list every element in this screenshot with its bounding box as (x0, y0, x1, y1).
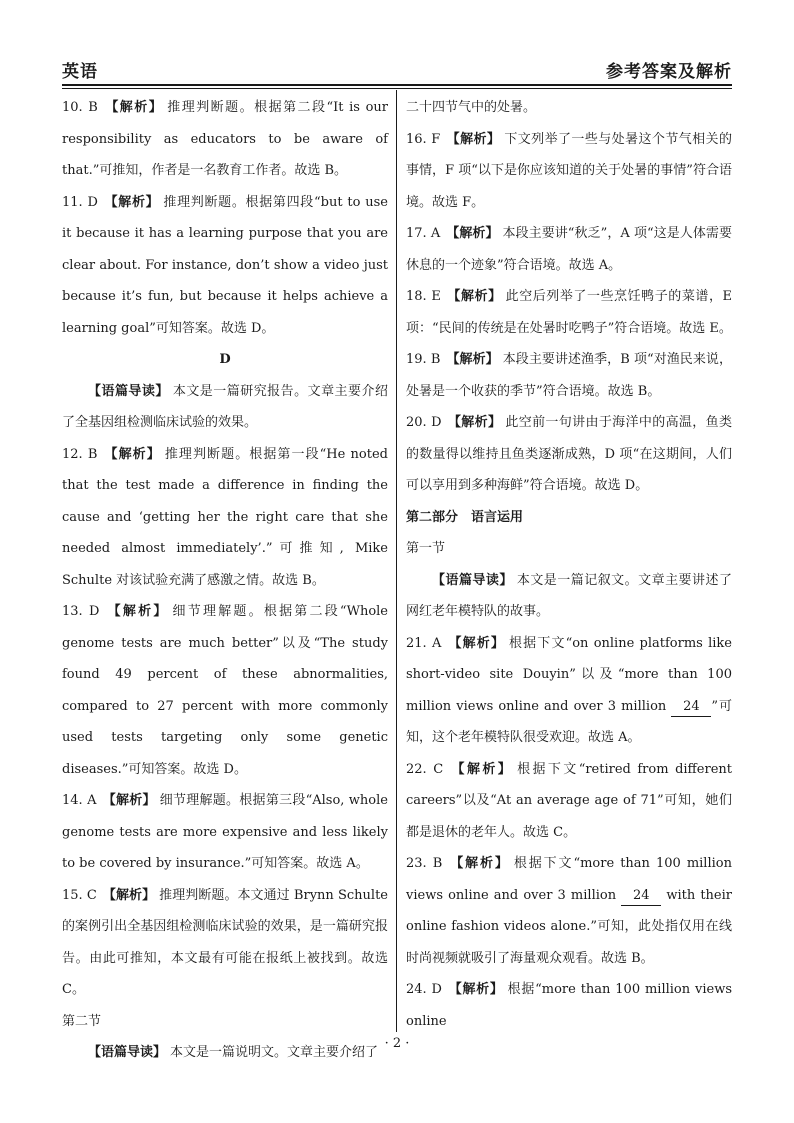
answer-11 (62, 187, 388, 345)
answer-text: 根据“more than 100 million views online (406, 982, 732, 1029)
section-heading-2: 第二节 (62, 1013, 102, 1029)
analysis-tag: 【解析】 (103, 194, 160, 210)
answer-17 (406, 218, 732, 281)
answer-text: 根据下文“on online platforms like short-video site Douyin”以及“more than 100 million views online and over 3 million (406, 635, 732, 714)
answer-text: 推理判断题。本文通过 Brynn Schulte 的案例引出全基因组检测临床试验的效果，是一篇研究报告。由此可推知，本文最有可能在报纸上被找到。故选 C。 (62, 887, 388, 997)
guide-text: 本文是一篇记叙文。文章主要讲述了网红老年模特队的故事。 (406, 572, 732, 619)
analysis-tag: 【解析】 (447, 415, 502, 430)
analysis-tag: 【解析】 (449, 761, 514, 777)
answer-number: 17. A (406, 226, 441, 241)
analysis-tag: 【解析】 (446, 226, 499, 241)
section-heading-1: 第一节 (406, 541, 446, 556)
answer-text: 下文列举了一些与处暑这个节气相关的事情，F 项“以下是你应该知道的关于处暑的事情”符合语境。故选 F。 (406, 131, 732, 210)
left-column (62, 92, 388, 1069)
header-rule-thick (62, 84, 732, 86)
answer-number: 10. B (62, 100, 98, 115)
analysis-tag: 【解析】 (447, 982, 504, 997)
answer-number: 21. A (406, 635, 442, 651)
answer-text-cont: ”可知，这个老年模特队很受欢迎。故选 A。 (406, 698, 733, 745)
analysis-tag: 【解析】 (446, 289, 502, 304)
answer-20 (406, 407, 732, 502)
guide-text: 本文是一篇说明文。文章主要介绍了 (170, 1045, 379, 1060)
answer-number: 15. C (62, 887, 97, 903)
page-number: · 2 · (384, 1036, 410, 1051)
answer-19 (406, 344, 732, 407)
column-divider (396, 90, 397, 1032)
answer-18 (406, 281, 732, 344)
guide-continuation: 二十四节气中的处暑。 (406, 100, 537, 115)
passage-heading-d: D (219, 352, 231, 367)
answer-number: 20. D (406, 415, 442, 430)
analysis-tag: 【解析】 (103, 100, 164, 115)
answer-text: 推理判断题。根据第四段“but to use it because it has a learning purpose that you are clear about. For instance, don’t show a video just because it’s fun, but because it helps achieve a learning goal”可知答案。故选 D。 (62, 194, 388, 336)
analysis-tag: 【解析】 (447, 635, 506, 651)
answer-16 (406, 124, 732, 219)
answer-number: 13. D (62, 604, 100, 619)
blank-24: 24 (621, 887, 661, 906)
answer-text: 根据下文“more than 100 million views online and over 3 million (406, 856, 732, 903)
answer-text: 细节理解题。根据第二段“Whole genome tests are much better”以及“The study found 49 percent of these abnormalities, compared to 27 percent with more commonly used tests targeting only some genetic diseases.”可知答案。故选 D。 (62, 604, 388, 777)
header-rule-thin (62, 88, 732, 89)
guide-text: 本文是一篇研究报告。文章主要介绍了全基因组检测临床试验的效果。 (62, 383, 388, 430)
answer-text: 推理判断题。根据第二段“It is our responsibility as educators to be aware of that.”可推知，作者是一名教育工作者。故选 B。 (62, 100, 388, 178)
analysis-tag: 【解析】 (102, 887, 156, 903)
analysis-tag: 【解析】 (103, 446, 161, 462)
answer-number: 11. D (62, 194, 98, 210)
analysis-tag: 【解析】 (446, 131, 501, 147)
answer-text: 本段主要讲述渔季，B 项“对渔民来说，处暑是一个收获的季节”符合语境。故选 B。 (406, 352, 732, 399)
analysis-tag: 【解析】 (446, 352, 499, 367)
passage-guide-d (62, 376, 388, 439)
answer-number: 23. B (406, 856, 443, 871)
guide-tag: 【语篇导读】 (432, 572, 513, 588)
answer-13 (62, 596, 388, 785)
answer-22 (406, 754, 732, 849)
answer-text: 本段主要讲“秋乏”，A 项“这是人体需要休息的一个迹象”符合语境。故选 A。 (406, 226, 732, 273)
answer-12 (62, 439, 388, 597)
guide-tag: 【语篇导读】 (88, 383, 169, 399)
answer-number: 16. F (406, 131, 441, 147)
answer-text: 此空前一句讲由于海洋中的高温，鱼类的数量得以维持且鱼类逐渐成熟，D 项“在这期间，人们可以享用到多种海鲜”符合语境。故选 D。 (406, 415, 732, 493)
answer-number: 12. B (62, 446, 98, 462)
analysis-tag: 【解析】 (448, 856, 510, 871)
answer-text: 此空后列举了一些烹饪鸭子的菜谱，E 项：“民间的传统是在处暑时吃鸭子”符合语境。故选 E。 (406, 289, 732, 336)
analysis-tag: 【解析】 (105, 604, 169, 619)
answer-text: 推理判断题。根据第一段“He noted that the test made a difference in finding the cause and ‘getting her the right care that she needed almost immediately’.”可推知, Mike Schulte 对该试验充满了感激之情。故选 B。 (62, 446, 388, 588)
answer-number: 14. A (62, 793, 97, 808)
guide-tag: 【语篇导读】 (88, 1045, 167, 1060)
answer-number: 19. B (406, 352, 441, 367)
answer-text-cont: with their online fashion videos alone.”可知，此处指仅用在线时尚视频就吸引了海量观众观看。故选 B。 (406, 887, 732, 966)
answer-number: 24. D (406, 982, 442, 997)
blank-24: 24 (671, 698, 711, 717)
answer-23 (406, 848, 732, 974)
page-header (62, 52, 732, 82)
answer-21 (406, 628, 732, 754)
answer-text: 细节理解题。根据第三段“Also, whole genome tests are more expensive and less likely to be covered by insurance.”可知答案。故选 A。 (62, 793, 388, 871)
analysis-tag: 【解析】 (102, 793, 156, 808)
subject-title: 英语 (62, 62, 98, 82)
part-heading-2: 第二部分 语言运用 (406, 509, 524, 525)
answer-24 (406, 974, 732, 1037)
answer-14 (62, 785, 388, 880)
passage-guide-1 (406, 565, 732, 628)
answer-number: 18. E (406, 289, 441, 304)
answer-text: 根据下文“retired from different careers”以及“At an average age of 71”可知，她们都是退休的老年人。故选 C。 (406, 761, 732, 840)
answer-number: 22. C (406, 761, 444, 777)
right-column (406, 92, 732, 1037)
answer-10 (62, 92, 388, 187)
answer-15 (62, 880, 388, 1006)
section-title: 参考答案及解析 (606, 62, 732, 82)
